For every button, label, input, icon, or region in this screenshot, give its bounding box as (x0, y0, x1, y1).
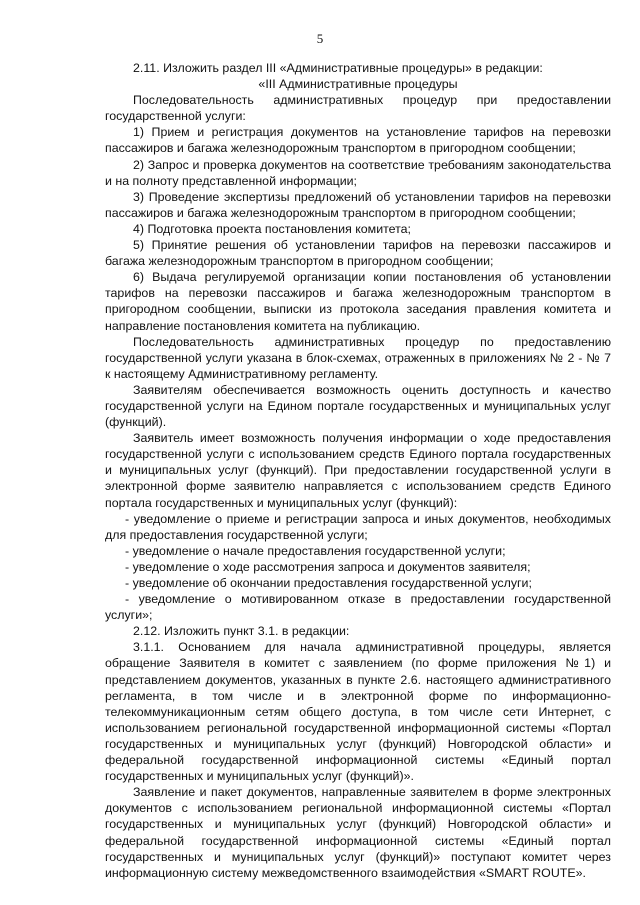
paragraph: 2.11. Изложить раздел III «Административные процедуры» в редакции: (133, 61, 543, 75)
paragraph: 6) Выдача регулируемой организации копии постановления об установлении тарифов на перевозки пассажиров и багажа железнодорожным транспортом в пригородном сообщении, выписки из протокола заседания правления комитета и направление постановления комитета на публикацию. (105, 270, 611, 333)
list-item: - уведомление об окончании предоставления государственной услуги; (125, 576, 532, 590)
page-number: 5 (316, 31, 324, 46)
paragraph: Заявитель имеет возможность получения информации о ходе предоставления государственной услуги с использованием средств Единого портала государственных и муниципальных услуг (функций). При предоставлении государственной услуги в электронной форме заявителю направляется с использованием средств Единого портала государственных и муниципальных услуг (функций): (105, 431, 611, 510)
paragraph: 4) Подготовка проекта постановления комитета; (133, 221, 411, 236)
section-heading: «III Административные процедуры (258, 77, 458, 92)
paragraph: Заявление и пакет документов, направленные заявителем в форме электронных документов с использованием региональной информационной системы «Портал государственных и муниципальных услуг (функций) Новгородской области» и федеральной государственной информационной системы «Единый портал государственных и муниципальных услуг (функций)» поступают комитет через информационную систему межведомственного взаимодействия «SMART ROUTE». (105, 785, 611, 880)
list-item: - уведомление о ходе рассмотрения запроса и документов заявителя; (125, 559, 531, 574)
paragraph: 3.1.1. Основанием для начала административной процедуры, является обращение Заявителя в комитет с заявлением (по форме приложения №1) и представлением документов, указанных в пункте 2.6. настоящего административного регламента, в том числе и в электронной форме по информационно-телекоммуникационным сетям общего доступа, в том числе сети Интернет, с использованием региональной государственной информационной системы «Портал государственных и муниципальных услуг (функций) Новгородской области» и федеральной государственной информационной системы «Единый портал государственных и муниципальных услуг (функций)». (105, 640, 611, 784)
paragraph: Последовательность административных процедур по предоставлению государственной услуги указана в блок-схемах, отраженных в приложениях № 2 - № 7 к настоящему Административному регламенту. (105, 334, 611, 381)
paragraph: 1) Прием и регистрация документов на установление тарифов на перевозки пассажиров и багажа железнодорожным транспортом в пригородном сообщении; (105, 125, 611, 156)
list-item: - уведомление о начале предоставления государственной услуги; (125, 543, 506, 558)
list-item: - уведомление о мотивированном отказе в предоставлении государственной услуги»; (105, 592, 611, 623)
list-item: - уведомление о приеме и регистрации запроса и иных документов, необходимых для предоставления государственной услуги; (105, 511, 611, 542)
paragraph: 5) Принятие решения об установлении тарифов на перевозки пассажиров и багажа железнодорожным транспортом в пригородном сообщении; (105, 238, 611, 269)
paragraph: Заявителям обеспечивается возможность оценить доступность и качество государственной услуги на Едином портале государственных и муниципальных услуг (функций). (105, 382, 611, 430)
paragraph: 3) Проведение экспертизы предложений об установлении тарифов на перевозки пассажиров и багажа железнодорожным транспортом в пригородном сообщении; (105, 189, 611, 220)
paragraph: 2.12. Изложить пункт 3.1. в редакции: (133, 624, 350, 639)
paragraph: Последовательность административных процедур при предоставлении государственной услуги: (105, 93, 611, 124)
paragraph: 2) Запрос и проверка документов на соответствие требованиям законодательства и на полноту представленной информации; (105, 157, 611, 188)
document-body (105, 60, 611, 881)
